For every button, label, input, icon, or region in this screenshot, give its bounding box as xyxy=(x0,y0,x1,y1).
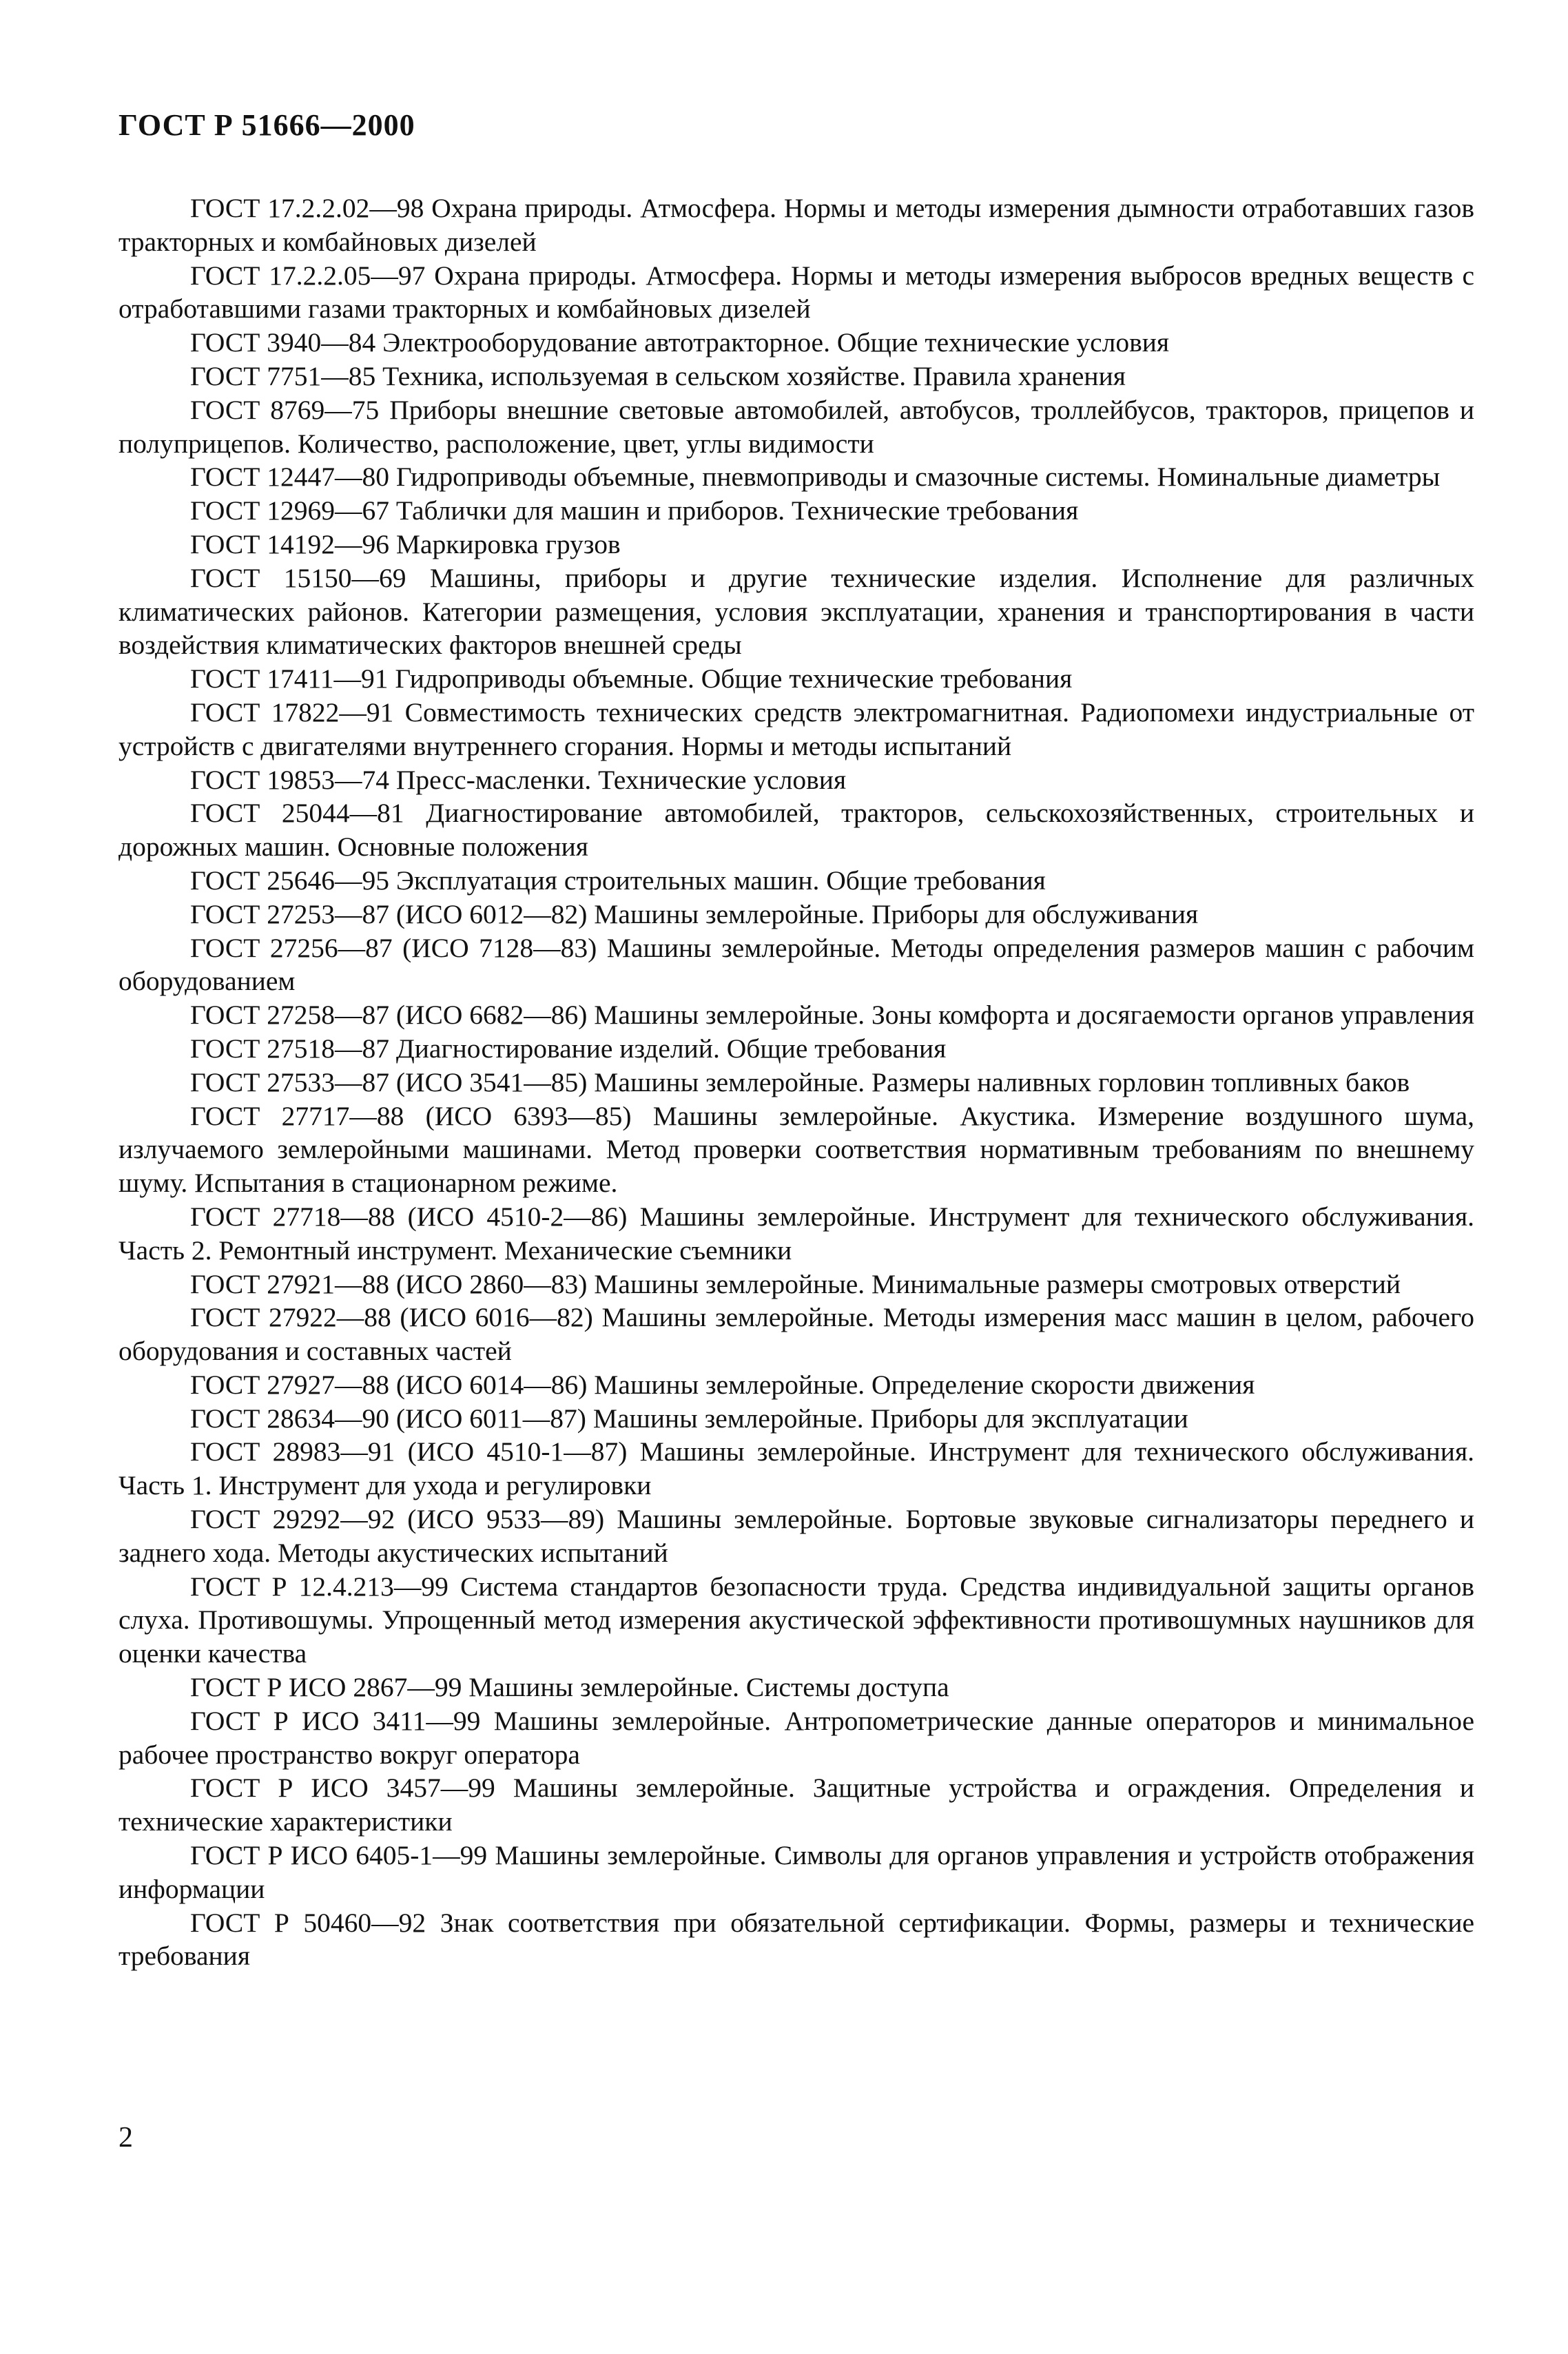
reference-entry: ГОСТ 27258—87 (ИСО 6682—86) Машины землеройные. Зоны комфорта и досягаемости органов управления xyxy=(190,1000,1475,1031)
reference-entry: ГОСТ 3940—84 Электрооборудование автотракторное. Общие технические условия xyxy=(190,327,1170,358)
page-number: 2 xyxy=(118,2122,133,2154)
reference-entry: ГОСТ 25646—95 Эксплуатация строительных машин. Общие требования xyxy=(190,865,1046,896)
reference-entry: ГОСТ 12447—80 Гидроприводы объемные, пневмоприводы и смазочные системы. Номинальные диаметры xyxy=(190,462,1441,493)
reference-entry: ГОСТ 27718—88 (ИСО 4510-2—86) Машины землеройные. Инструмент для технического обслуживания. Часть 2. Ремонтный инструмент. Механические съемники xyxy=(118,1201,1474,1266)
reference-entry: ГОСТ 27927—88 (ИСО 6014—86) Машины землеройные. Определение скорости движения xyxy=(190,1369,1255,1400)
reference-entry: ГОСТ 19853—74 Пресс-масленки. Технические условия xyxy=(190,764,847,795)
reference-entry: ГОСТ 27717—88 (ИСО 6393—85) Машины землеройные. Акустика. Измерение воздушного шума, излучаемого землеройными машинами. Метод проверки соответствия нормативным требованиям по внешнему шуму. Испытания в стационарном режиме. xyxy=(118,1100,1474,1199)
reference-entry: ГОСТ 29292—92 (ИСО 9533—89) Машины землеройные. Бортовые звуковые сигнализаторы переднего и заднего хода. Методы акустических испытаний xyxy=(118,1504,1474,1568)
reference-entry: ГОСТ 15150—69 Машины, приборы и другие технические изделия. Исполнение для различных климатических районов. Категории размещения, условия эксплуатации, хранения и транспортирования в части воздействия климатических факторов внешней среды xyxy=(118,562,1474,661)
reference-entry: ГОСТ 14192—96 Маркировка грузов xyxy=(190,528,621,559)
reference-entry: ГОСТ 28983—91 (ИСО 4510-1—87) Машины землеройные. Инструмент для технического обслуживания. Часть 1. Инструмент для ухода и регулировки xyxy=(118,1436,1474,1501)
reference-entry: ГОСТ 27518—87 Диагностирование изделий. Общие требования xyxy=(190,1033,947,1064)
reference-entry: ГОСТ 17822—91 Совместимость технических средств электромагнитная. Радиопомехи индустриальные от устройств с двигателями внутреннего сгорания. Нормы и методы испытаний xyxy=(118,696,1474,761)
reference-entry: ГОСТ 8769—75 Приборы внешние световые автомобилей, автобусов, троллейбусов, тракторов, прицепов и полуприцепов. Количество, расположение, цвет, углы видимости xyxy=(118,394,1474,459)
reference-entry: ГОСТ 17411—91 Гидроприводы объемные. Общие технические требования xyxy=(190,663,1073,694)
reference-entry: ГОСТ 28634—90 (ИСО 6011—87) Машины землеройные. Приборы для эксплуатации xyxy=(190,1403,1188,1434)
reference-entry: ГОСТ 27921—88 (ИСО 2860—83) Машины землеройные. Минимальные размеры смотровых отверстий xyxy=(190,1268,1401,1299)
reference-entry: ГОСТ 7751—85 Техника, используемая в сельском хозяйстве. Правила хранения xyxy=(190,360,1126,391)
reference-entry: ГОСТ Р ИСО 3457—99 Машины землеройные. Защитные устройства и ограждения. Определения и технические характеристики xyxy=(118,1773,1474,1837)
reference-entry: ГОСТ 17.2.2.02—98 Охрана природы. Атмосфера. Нормы и методы измерения дымности отработавших газов тракторных и комбайновых дизелей xyxy=(118,193,1474,257)
reference-entry: ГОСТ 27253—87 (ИСО 6012—82) Машины землеройные. Приборы для обслуживания xyxy=(190,898,1199,929)
page-header-title: ГОСТ Р 51666—2000 xyxy=(118,108,415,142)
reference-entry: ГОСТ 27922—88 (ИСО 6016—82) Машины землеройные. Методы измерения масс машин в целом, рабочего оборудования и составных частей xyxy=(118,1302,1474,1367)
reference-entry: ГОСТ 27533—87 (ИСО 3541—85) Машины землеройные. Размеры наливных горловин топливных баков xyxy=(190,1066,1410,1097)
reference-entry: ГОСТ Р ИСО 6405-1—99 Машины землеройные. Символы для органов управления и устройств отображения информации xyxy=(118,1840,1474,1904)
reference-entry: ГОСТ 12969—67 Таблички для машин и приборов. Технические требования xyxy=(190,495,1079,526)
reference-entry: ГОСТ Р ИСО 2867—99 Машины землеройные. Системы доступа xyxy=(190,1672,949,1703)
reference-entry: ГОСТ Р 50460—92 Знак соответствия при обязательной сертификации. Формы, размеры и технические требования xyxy=(118,1907,1474,1972)
reference-entry: ГОСТ Р ИСО 3411—99 Машины землеройные. Антропометрические данные операторов и минимальное рабочее пространство вокруг оператора xyxy=(118,1705,1474,1770)
normative-references-list xyxy=(118,192,1474,1973)
reference-entry: ГОСТ Р 12.4.213—99 Система стандартов безопасности труда. Средства индивидуальной защиты органов слуха. Противошумы. Упрощенный метод измерения акустической эффективности противошумных наушников для оценки качества xyxy=(118,1571,1474,1669)
reference-entry: ГОСТ 25044—81 Диагностирование автомобилей, тракторов, сельскохозяйственных, строительных и дорожных машин. Основные положения xyxy=(118,798,1474,863)
reference-entry: ГОСТ 27256—87 (ИСО 7128—83) Машины землеройные. Методы определения размеров машин с рабочим оборудованием xyxy=(118,932,1474,997)
reference-entry: ГОСТ 17.2.2.05—97 Охрана природы. Атмосфера. Нормы и методы измерения выбросов вредных веществ с отработавшими газами тракторных и комбайновых дизелей xyxy=(118,260,1474,324)
